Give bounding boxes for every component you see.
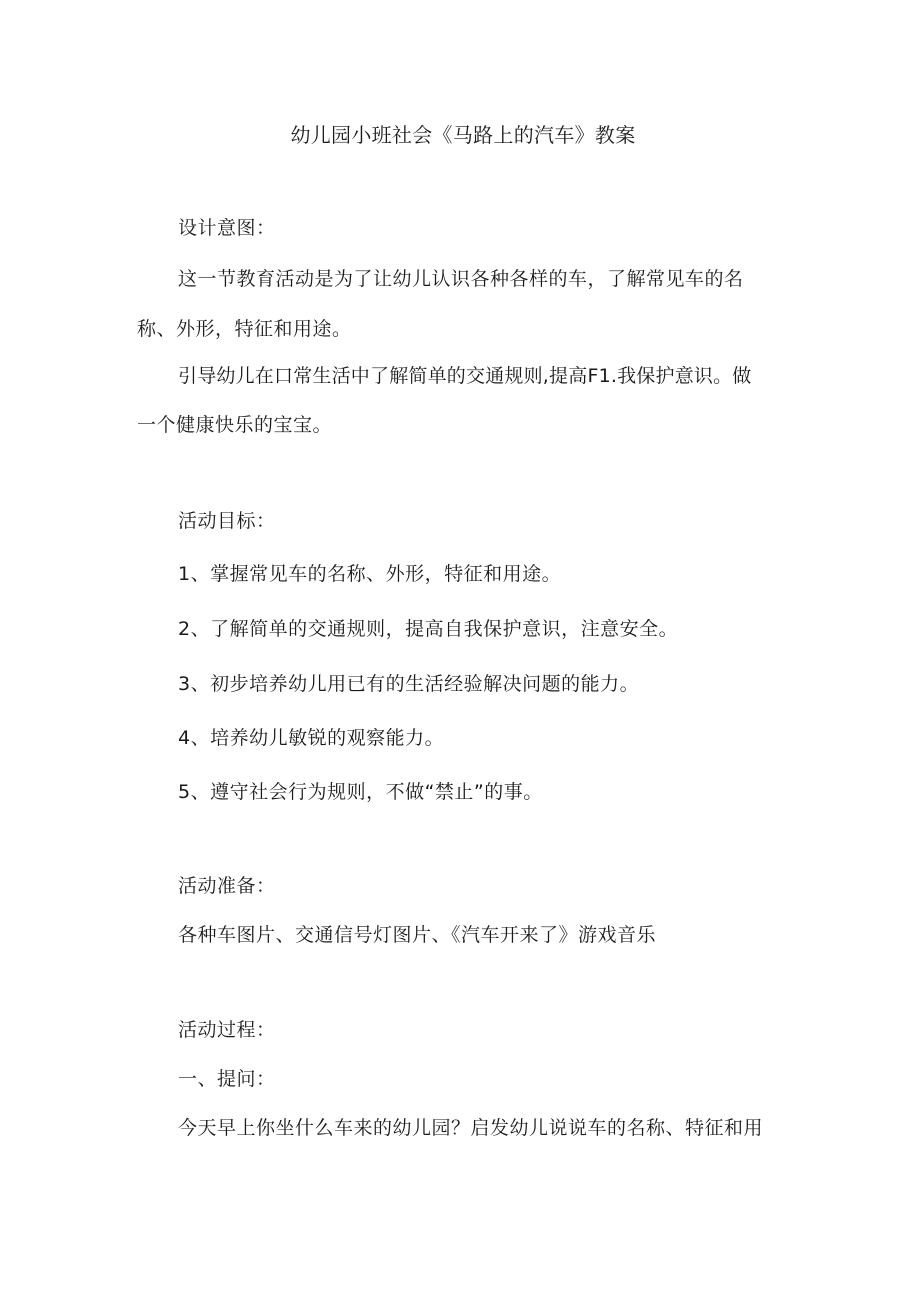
- goal-item-5: 5、遵守社会行为规则，不做“禁止”的事。: [178, 781, 543, 803]
- process-heading: 活动过程：: [178, 1019, 276, 1041]
- goal-item-2: 2、了解简单的交通规则，提高自我保护意识，注意安全。: [178, 618, 679, 640]
- design-paragraph-2-line-2: 一个健康快乐的宝宝。: [137, 414, 333, 436]
- design-paragraph-1-line-1: 这一节教育活动是为了让幼儿认识各种各样的车，了解常见车的名: [178, 268, 744, 290]
- goal-item-4: 4、培养幼儿敏锐的观察能力。: [178, 727, 445, 749]
- prep-text: 各种车图片、交通信号灯图片、《汽车开来了》游戏音乐: [178, 924, 657, 946]
- prep-heading: 活动准备：: [178, 875, 276, 897]
- goal-item-1: 1、掌握常见车的名称、外形，特征和用途。: [178, 563, 562, 585]
- design-paragraph-1-line-2: 称、外形，特征和用途。: [137, 318, 352, 340]
- goals-heading: 活动目标：: [178, 510, 276, 532]
- document-title: 幼儿园小班社会《马路上的汽车》教案: [290, 123, 636, 147]
- design-heading: 设计意图：: [178, 217, 276, 239]
- goal-item-3: 3、初步培养幼儿用已有的生活经验解决问题的能力。: [178, 673, 640, 695]
- step-1-text: 今天早上你坐什么车来的幼儿园？启发幼儿说说车的名称、特征和用: [178, 1117, 764, 1139]
- step-1-heading: 一、提问：: [178, 1068, 276, 1090]
- design-paragraph-2-line-1: 引导幼儿在口常生活中了解简单的交通规则,提高F1.我保护意识。做: [178, 365, 752, 387]
